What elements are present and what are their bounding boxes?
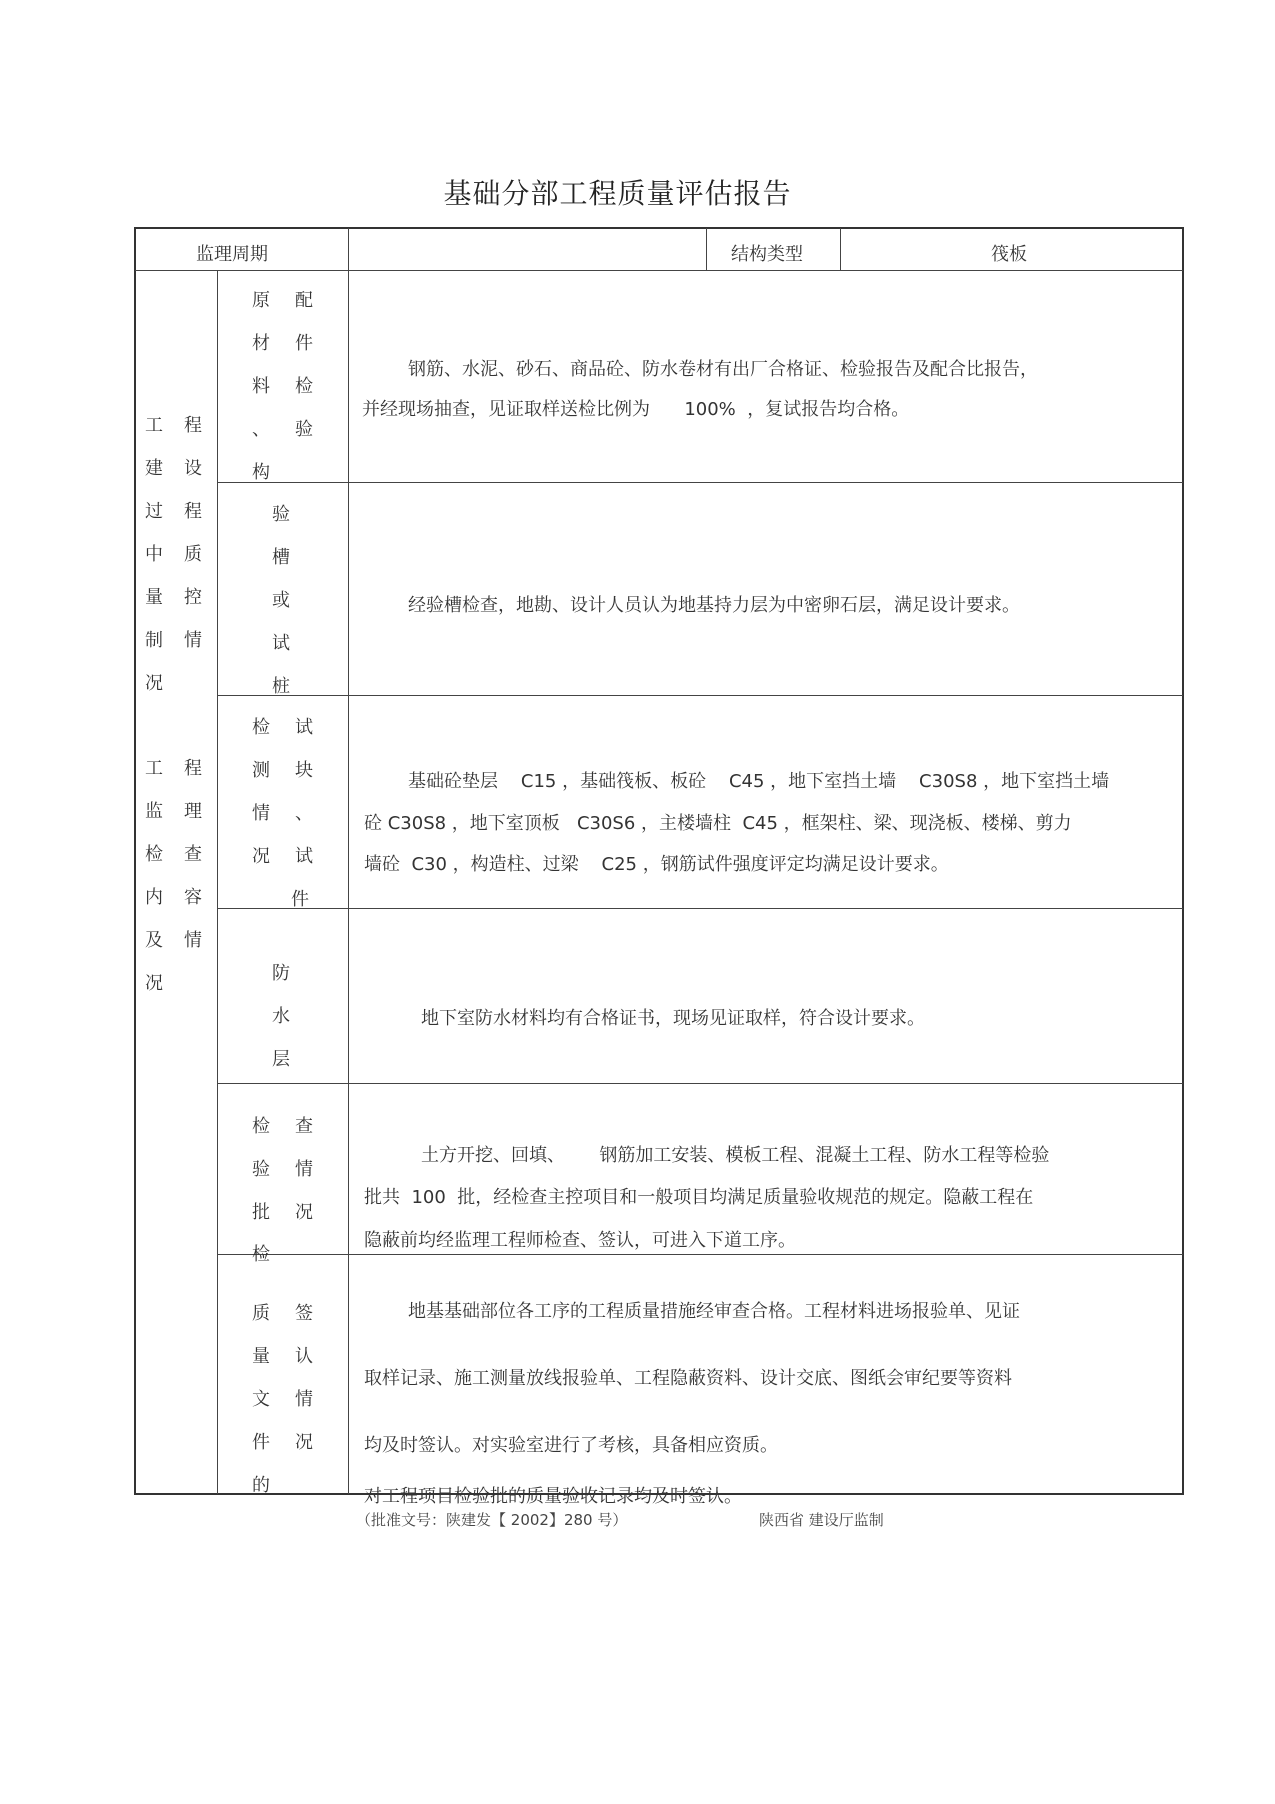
header-divider bbox=[135, 270, 1183, 271]
row-5-label-char: 验 bbox=[252, 1159, 270, 1180]
left-label-1-char: 情 bbox=[184, 630, 202, 651]
row-5-content-line: 隐蔽前均经监理工程师检查、签认，可进入下道工序。 bbox=[364, 1230, 796, 1251]
row-5-label-char: 检 bbox=[252, 1116, 270, 1137]
left-label-2-char: 况 bbox=[145, 973, 163, 994]
row-6-content-line: 对工程项目检验批的质量验收记录均及时签认。 bbox=[364, 1486, 742, 1507]
row-2-label-char: 试 bbox=[272, 633, 290, 654]
period-label: 监理周期 bbox=[196, 244, 268, 265]
row-3-label-char: 况 bbox=[252, 846, 270, 867]
row-2-label-char: 或 bbox=[272, 590, 290, 611]
row-6-label-char: 的 bbox=[252, 1475, 270, 1496]
row-2-content-line: 经验槽检查，地勘、设计人员认为地基持力层为中密卵石层，满足设计要求。 bbox=[408, 595, 1020, 616]
row-4-label-char: 水 bbox=[272, 1006, 290, 1027]
left-label-1-char: 控 bbox=[184, 587, 202, 608]
row-1-label-char: 原 bbox=[252, 290, 270, 311]
row-6-label-char: 质 bbox=[252, 1303, 270, 1324]
left-label-1-char: 况 bbox=[145, 673, 163, 694]
left-label-divider bbox=[217, 270, 218, 1494]
left-label-1-char: 量 bbox=[145, 587, 163, 608]
left-label-2-char: 工 bbox=[145, 758, 163, 779]
left-label-1-char: 质 bbox=[184, 544, 202, 565]
left-label-2-char: 检 bbox=[145, 844, 163, 865]
row-3-label-char: 件 bbox=[291, 889, 309, 910]
row-1-label-char: 验 bbox=[295, 419, 313, 440]
row-1-label-char: 、 bbox=[252, 419, 270, 440]
row-3-label-char: 检 bbox=[252, 717, 270, 738]
left-label-1-char: 工 bbox=[145, 415, 163, 436]
issuer-note: 陕西省 建设厅监制 bbox=[759, 1511, 884, 1529]
row-6-label-char: 件 bbox=[252, 1432, 270, 1453]
row-3-label-char: 试 bbox=[295, 846, 313, 867]
row-6-content-line: 均及时签认。对实验室进行了考核，具备相应资质。 bbox=[364, 1435, 778, 1456]
row-1-label-char: 料 bbox=[252, 376, 270, 397]
left-label-1-char: 中 bbox=[145, 544, 163, 565]
left-label-2-char: 监 bbox=[145, 801, 163, 822]
row-3-content-line: 墙砼 C30 ，构造柱、过梁 C25 ，钢筋试件强度评定均满足设计要求。 bbox=[364, 854, 949, 875]
row-3-label-char: 块 bbox=[295, 760, 313, 781]
row-5-label-char: 检 bbox=[252, 1244, 270, 1265]
row-6-label-char: 认 bbox=[295, 1346, 313, 1367]
left-label-1-char: 建 bbox=[145, 458, 163, 479]
left-label-1-char: 程 bbox=[184, 415, 202, 436]
row-3-label-char: 测 bbox=[252, 760, 270, 781]
row-5-content-line: 批共 100 批，经检查主控项目和一般项目均满足质量验收规范的规定。隐蔽工程在 bbox=[364, 1187, 1034, 1208]
row-1-content-line: 并经现场抽查，见证取样送检比例为 100% ，复试报告均合格。 bbox=[362, 399, 910, 420]
left-label-1-char: 程 bbox=[184, 501, 202, 522]
row-6-content-line: 取样记录、施工测量放线报验单、工程隐蔽资料、设计交底、图纸会审纪要等资料 bbox=[364, 1368, 1012, 1389]
row-divider-2 bbox=[217, 695, 1183, 696]
left-label-2-char: 查 bbox=[184, 844, 202, 865]
row-divider-5 bbox=[217, 1254, 1183, 1255]
row-divider-1 bbox=[217, 482, 1183, 483]
left-label-1-char: 过 bbox=[145, 501, 163, 522]
row-6-label-char: 情 bbox=[295, 1389, 313, 1410]
row-2-label-char: 桩 bbox=[272, 676, 290, 697]
row-1-label-char: 检 bbox=[295, 376, 313, 397]
left-label-1-char: 设 bbox=[184, 458, 202, 479]
row-6-label-char: 签 bbox=[295, 1303, 313, 1324]
header-col-divider-2 bbox=[706, 228, 707, 270]
left-label-2-char: 及 bbox=[145, 930, 163, 951]
left-label-2-char: 内 bbox=[145, 887, 163, 908]
row-divider-4 bbox=[217, 1083, 1183, 1084]
row-1-label-char: 构 bbox=[252, 462, 270, 483]
row-2-label-char: 验 bbox=[272, 504, 290, 525]
row-2-label-char: 槽 bbox=[272, 547, 290, 568]
row-1-label-char: 件 bbox=[295, 333, 313, 354]
row-6-label-char: 量 bbox=[252, 1346, 270, 1367]
row-4-content-line: 地下室防水材料均有合格证书，现场见证取样，符合设计要求。 bbox=[421, 1008, 925, 1029]
row-4-label-char: 层 bbox=[272, 1049, 290, 1070]
row-5-label-char: 况 bbox=[295, 1202, 313, 1223]
row-5-label-char: 查 bbox=[295, 1116, 313, 1137]
left-label-2-char: 容 bbox=[184, 887, 202, 908]
approval-number: （批准文号：陕建发【 2002】280 号） bbox=[356, 1511, 628, 1529]
left-label-1-char: 制 bbox=[145, 630, 163, 651]
page-title: 基础分部工程质量评估报告 bbox=[443, 177, 792, 210]
row-6-label-char: 况 bbox=[295, 1432, 313, 1453]
row-5-content-line: 土方开挖、回填、 钢筋加工安装、模板工程、混凝土工程、防水工程等检验 bbox=[421, 1145, 1050, 1166]
row-3-content-line: 砼 C30S8 ，地下室顶板 C30S6 ，主楼墙柱 C45 ，框架柱、梁、现浇板、楼梯、剪力 bbox=[364, 813, 1072, 834]
row-6-label-char: 文 bbox=[252, 1389, 270, 1410]
left-label-2-char: 理 bbox=[184, 801, 202, 822]
structure-label: 结构类型 bbox=[731, 244, 803, 265]
row-1-label-char: 配 bbox=[295, 290, 313, 311]
row-divider-3 bbox=[217, 908, 1183, 909]
row-4-label-char: 防 bbox=[272, 963, 290, 984]
row-6-content-line: 地基基础部位各工序的工程质量措施经审查合格。工程材料进场报验单、见证 bbox=[408, 1301, 1020, 1322]
sublabel-divider bbox=[348, 270, 349, 1494]
row-1-label-char: 材 bbox=[252, 333, 270, 354]
left-label-2-char: 情 bbox=[184, 930, 202, 951]
row-3-label-char: 、 bbox=[295, 803, 313, 824]
row-3-content-line: 基础砼垫层 C15 ，基础筏板、板砼 C45 ，地下室挡土墙 C30S8 ，地下室挡土墙 bbox=[408, 771, 1110, 792]
left-label-2-char: 程 bbox=[184, 758, 202, 779]
header-col-divider-3 bbox=[840, 228, 841, 270]
row-3-label-char: 试 bbox=[295, 717, 313, 738]
row-3-label-char: 情 bbox=[252, 803, 270, 824]
structure-value: 筏板 bbox=[991, 244, 1027, 265]
row-5-label-char: 批 bbox=[252, 1202, 270, 1223]
row-5-label-char: 情 bbox=[295, 1159, 313, 1180]
header-col-divider-1 bbox=[348, 228, 349, 270]
row-1-content-line: 钢筋、水泥、砂石、商品砼、防水卷材有出厂合格证、检验报告及配合比报告， bbox=[408, 359, 1038, 380]
